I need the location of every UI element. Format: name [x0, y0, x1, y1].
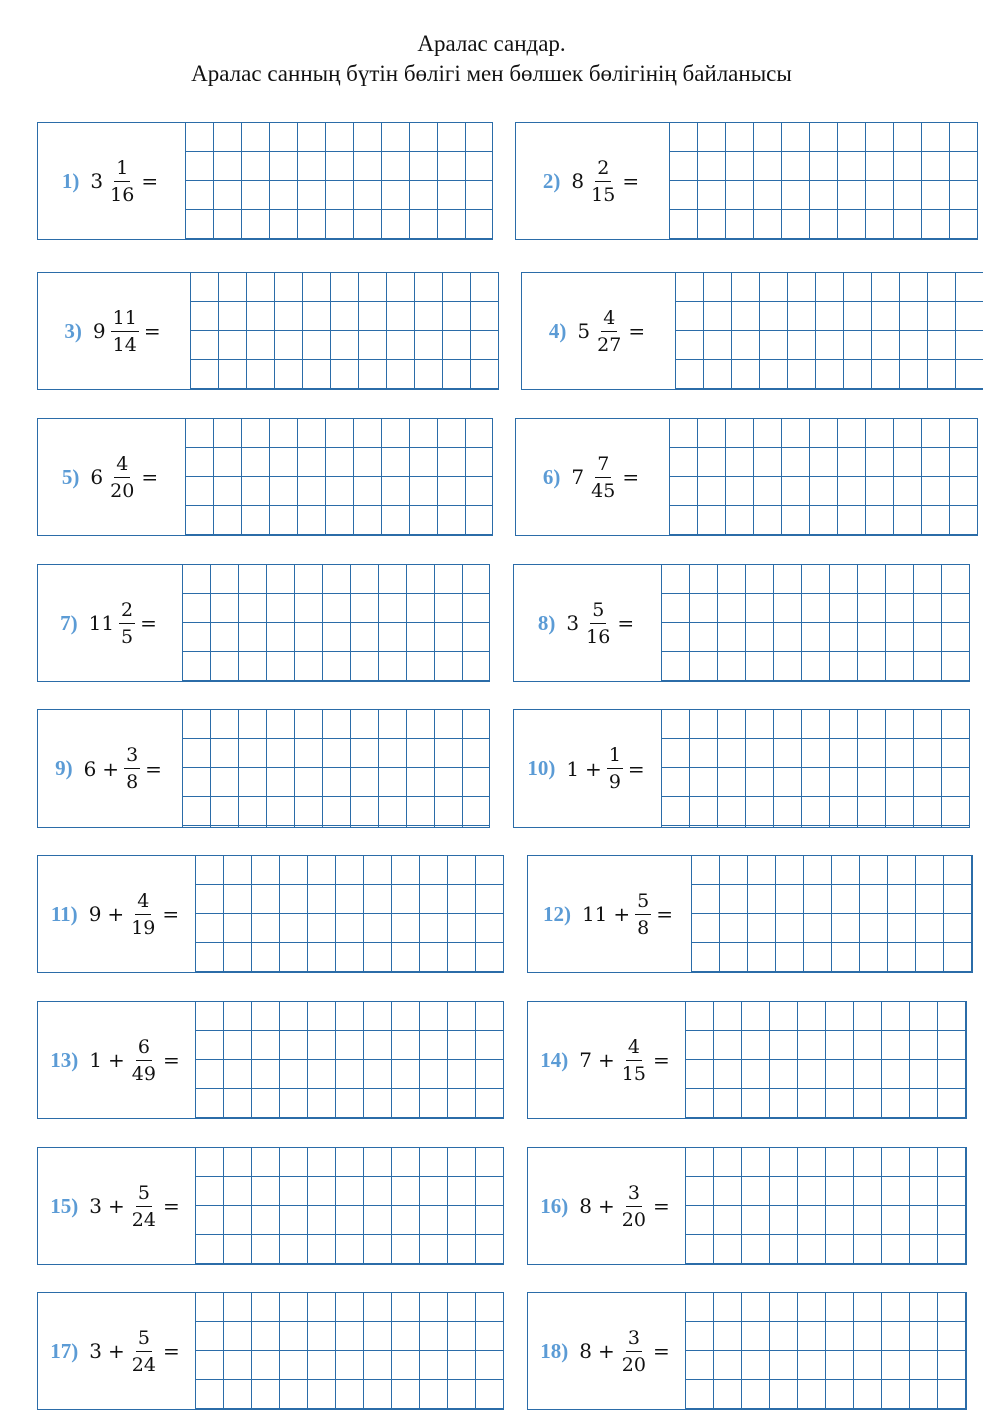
denominator: 15 [621, 1062, 646, 1085]
exercise-3 [37, 272, 499, 390]
exercise-number: 4) [548, 318, 567, 343]
equals-sign: = [162, 1339, 180, 1363]
numerator: 3 [626, 1182, 642, 1207]
whole-part: 5 [577, 319, 591, 343]
plus-sign: + [613, 902, 631, 926]
expression [528, 1002, 685, 1118]
equals-sign: = [617, 611, 635, 635]
worksheet-title: Аралас сандар. [417, 31, 566, 56]
expression [38, 856, 195, 972]
denominator: 5 [121, 625, 134, 648]
exercise-number: 16) [540, 1193, 569, 1218]
fraction [130, 1036, 158, 1085]
equals-sign: = [627, 756, 645, 781]
fraction [108, 453, 136, 502]
whole-part: 6 [83, 756, 97, 781]
denominator: 9 [608, 771, 621, 793]
fraction [124, 744, 140, 793]
answer-grid[interactable] [195, 856, 503, 972]
exercise-number: 12) [542, 901, 571, 926]
exercise-1 [37, 122, 493, 240]
expression [38, 1002, 195, 1118]
exercise-number: 8) [537, 610, 556, 635]
exercise-number: 15) [50, 1193, 79, 1218]
expression [514, 710, 661, 827]
exercise-12 [527, 855, 973, 973]
denominator: 45 [591, 479, 616, 502]
answer-grid[interactable] [195, 1002, 503, 1118]
equals-sign: = [145, 756, 162, 781]
denominator: 24 [131, 1208, 156, 1231]
plus-sign: + [598, 1048, 615, 1072]
fraction [620, 1327, 648, 1376]
plus-sign: + [108, 1048, 125, 1072]
numerator: 4 [135, 890, 151, 915]
exercise-number: 17) [50, 1338, 79, 1363]
equals-sign: = [143, 319, 161, 343]
exercise-10 [513, 709, 970, 828]
fraction [111, 307, 139, 356]
numerator: 1 [607, 744, 623, 769]
expression [38, 1293, 195, 1409]
plus-sign: + [598, 1194, 615, 1218]
fraction [595, 307, 623, 356]
fraction [589, 157, 617, 206]
denominator: 16 [586, 625, 611, 648]
equals-sign: = [652, 1194, 670, 1218]
fraction [108, 157, 136, 206]
exercise-5 [37, 418, 493, 536]
answer-grid[interactable] [182, 710, 489, 827]
answer-grid[interactable] [182, 565, 489, 681]
exercise-6 [515, 418, 978, 536]
answer-grid[interactable] [691, 856, 972, 972]
exercise-number: 2) [542, 168, 561, 193]
answer-grid[interactable] [669, 123, 977, 239]
denominator: 19 [131, 916, 156, 939]
exercise-number: 13) [50, 1047, 79, 1072]
answer-grid[interactable] [185, 419, 492, 535]
whole-part: 1 [566, 756, 580, 781]
expression [516, 123, 669, 239]
exercise-8 [513, 564, 970, 682]
numerator: 2 [595, 157, 611, 182]
whole-part: 3 [89, 1194, 102, 1218]
equals-sign: = [162, 1194, 180, 1218]
whole-part: 7 [571, 465, 585, 489]
expression [516, 419, 669, 535]
fraction [584, 599, 612, 648]
whole-part: 8 [571, 169, 585, 193]
plus-sign: + [598, 1339, 615, 1363]
expression [38, 123, 185, 239]
equals-sign: = [141, 465, 159, 489]
fraction [129, 890, 157, 939]
fraction [620, 1036, 648, 1085]
exercise-15 [37, 1147, 504, 1265]
answer-grid[interactable] [195, 1148, 503, 1264]
denominator: 15 [591, 183, 616, 206]
numerator: 6 [136, 1036, 152, 1061]
exercise-7 [37, 564, 490, 682]
fraction [130, 1182, 158, 1231]
denominator: 16 [110, 183, 135, 206]
expression [38, 419, 185, 535]
fraction [119, 599, 135, 648]
exercise-number: 14) [540, 1047, 569, 1072]
exercise-number: 18) [540, 1338, 569, 1363]
plus-sign: + [108, 1339, 125, 1363]
answer-grid[interactable] [661, 565, 969, 681]
answer-grid[interactable] [190, 273, 498, 389]
equals-sign: = [622, 169, 640, 193]
equals-sign: = [628, 319, 646, 343]
exercise-2 [515, 122, 978, 240]
answer-grid[interactable] [685, 1002, 966, 1118]
whole-part: 8 [579, 1339, 592, 1363]
fraction [589, 453, 617, 502]
equals-sign: = [140, 611, 157, 635]
numerator: 3 [124, 744, 140, 769]
equals-sign: = [652, 1339, 670, 1363]
denominator: 49 [131, 1062, 156, 1085]
whole-part: 7 [579, 1048, 592, 1072]
exercise-9 [37, 709, 490, 828]
answer-grid[interactable] [669, 419, 977, 535]
exercise-17 [37, 1292, 504, 1410]
fraction [635, 890, 651, 939]
numerator: 5 [635, 890, 651, 915]
expression [528, 1148, 685, 1264]
numerator: 2 [119, 599, 135, 624]
numerator: 4 [626, 1036, 642, 1061]
plus-sign: + [585, 756, 602, 781]
denominator: 8 [637, 916, 650, 939]
equals-sign: = [656, 902, 674, 926]
whole-part: 11 [88, 611, 115, 635]
exercise-number: 10) [527, 756, 556, 780]
whole-part: 3 [566, 611, 580, 635]
answer-grid[interactable] [685, 1293, 966, 1409]
answer-grid[interactable] [195, 1293, 503, 1409]
expression [528, 856, 691, 972]
numerator: 3 [626, 1327, 642, 1352]
equals-sign: = [141, 169, 159, 193]
denominator: 20 [110, 479, 135, 502]
whole-part: 9 [92, 319, 106, 343]
expression [38, 710, 182, 827]
numerator: 1 [114, 157, 130, 182]
exercise-number: 6) [542, 464, 561, 489]
whole-part: 8 [579, 1194, 592, 1218]
whole-part: 1 [89, 1048, 102, 1072]
plus-sign: + [108, 1194, 125, 1218]
numerator: 5 [136, 1327, 152, 1352]
exercise-number: 5) [61, 464, 80, 489]
expression [38, 565, 182, 681]
exercise-number: 1) [61, 168, 80, 193]
fraction [607, 744, 623, 793]
expression [514, 565, 661, 681]
fraction [130, 1327, 158, 1376]
expression [522, 273, 675, 389]
expression [38, 1148, 195, 1264]
whole-part: 6 [90, 465, 104, 489]
equals-sign: = [652, 1048, 670, 1072]
exercise-11 [37, 855, 504, 973]
denominator: 20 [621, 1353, 646, 1376]
exercise-number: 9) [55, 756, 73, 780]
denominator: 27 [597, 333, 622, 356]
exercise-number: 11) [50, 901, 78, 926]
numerator: 4 [114, 453, 130, 478]
whole-part: 3 [90, 169, 104, 193]
denominator: 20 [621, 1208, 646, 1231]
exercise-18 [527, 1292, 967, 1410]
answer-grid[interactable] [661, 710, 969, 827]
numerator: 11 [111, 307, 139, 332]
plus-sign: + [102, 756, 120, 781]
plus-sign: + [107, 902, 125, 926]
answer-grid[interactable] [685, 1148, 966, 1264]
denominator: 14 [112, 333, 137, 356]
numerator: 5 [590, 599, 606, 624]
exercise-number: 7) [60, 610, 78, 635]
numerator: 7 [595, 453, 611, 478]
expression [528, 1293, 685, 1409]
denominator: 8 [126, 771, 139, 793]
whole-part: 9 [88, 902, 102, 926]
denominator: 24 [131, 1353, 156, 1376]
whole-part: 3 [89, 1339, 102, 1363]
answer-grid[interactable] [185, 123, 492, 239]
exercise-16 [527, 1147, 967, 1265]
exercise-number: 3) [64, 318, 82, 343]
exercise-4 [521, 272, 983, 390]
expression [38, 273, 190, 389]
fraction [620, 1182, 648, 1231]
equals-sign: = [162, 1048, 180, 1072]
exercise-13 [37, 1001, 504, 1119]
equals-sign: = [162, 902, 180, 926]
answer-grid[interactable] [675, 273, 983, 389]
exercise-14 [527, 1001, 967, 1119]
numerator: 5 [136, 1182, 152, 1207]
numerator: 4 [601, 307, 617, 332]
whole-part: 11 [581, 902, 608, 926]
worksheet-subtitle: Аралас санның бүтін бөлігі мен бөлшек бөлігінің байланысы [191, 61, 792, 86]
equals-sign: = [622, 465, 640, 489]
